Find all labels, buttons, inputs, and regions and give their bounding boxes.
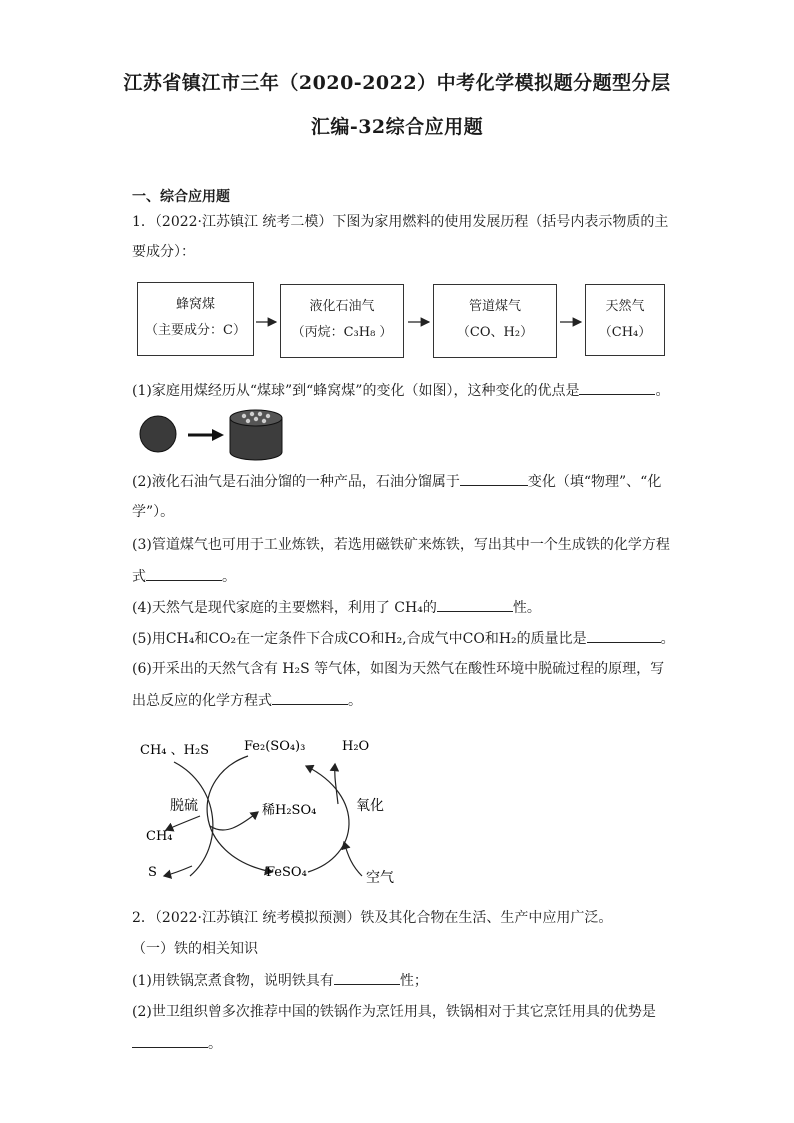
oxidation-arc xyxy=(306,766,349,872)
q1-part1 xyxy=(132,380,669,401)
q2-part1-text-a: (1)用铁锅烹煮食物，说明铁具有 xyxy=(132,973,334,989)
section-heading: 一、综合应用题 xyxy=(132,189,230,205)
q1-part6-line2 xyxy=(132,690,362,711)
answer-blank-8[interactable] xyxy=(132,1033,208,1048)
q2-subheading: （一）铁的相关知识 xyxy=(132,941,258,957)
q1-part6-text-b: 。 xyxy=(348,693,362,709)
page-title-line1: 江苏省镇江市三年（2020-2022）中考化学模拟题分题型分层 xyxy=(123,72,671,94)
q2-stem: 2．（2022·江苏镇江 统考模拟预测）铁及其化合物在生活、生产中应用广泛。 xyxy=(132,910,613,926)
label-ch4-h2s: CH₄ 、H₂S xyxy=(140,743,210,758)
label-feso4: FeSO₄ xyxy=(266,865,307,880)
fuel-formula: （CO、H₂） xyxy=(456,325,534,340)
q1-part5 xyxy=(132,628,675,649)
desulfurization-diagram xyxy=(130,726,430,891)
answer-blank-3[interactable] xyxy=(146,566,222,581)
answer-blank-2[interactable] xyxy=(460,471,528,486)
fuel-formula: （丙烷：C₃H₈ ） xyxy=(291,325,393,340)
q1-part4 xyxy=(132,597,541,618)
q1-part3-text-a: 式 xyxy=(132,569,146,585)
q1-part4-text-b: 性。 xyxy=(512,600,541,616)
label-dilute-h2so4: 稀H₂SO₄ xyxy=(262,803,317,818)
q1-part5-text-a: (5)用CH₄和CO₂在一定条件下合成CO和H₂,合成气中CO和H₂的质量比是 xyxy=(132,631,587,647)
q1-part5-text-b: 。 xyxy=(660,631,675,647)
coal-ball-icon xyxy=(140,416,176,452)
answer-blank-4[interactable] xyxy=(437,597,513,612)
answer-blank-6[interactable] xyxy=(272,690,348,705)
answer-blank-1[interactable] xyxy=(579,380,655,395)
fuel-name: 天然气 xyxy=(605,299,645,314)
answer-blank-7[interactable] xyxy=(334,970,400,985)
s-branch-arrow xyxy=(164,866,192,876)
q1-part6-line1: (6)开采出的天然气含有 H₂S 等气体，如图为天然气在酸性环境中脱硫过程的原理，写 xyxy=(132,661,665,677)
change-arrow-head xyxy=(212,429,224,441)
q2-part2-line2 xyxy=(132,1033,222,1054)
q1-part1-text: (1)家庭用煤经历从“煤球”到“蜂窝煤”的变化（如图），这种变化的优点是 xyxy=(132,383,580,399)
label-oxidation: 氧化 xyxy=(356,798,384,814)
q1-part2-text-b: 变化（填“物理”、“化 xyxy=(527,474,662,490)
q1-stem-line1: 1．（2022·江苏镇江 统考二模）下图为家用燃料的使用发展历程（括号内表示物质的主 xyxy=(132,214,669,230)
fuel-name: 管道煤气 xyxy=(468,299,521,314)
q1-part2-line2: 学”）。 xyxy=(132,504,175,520)
ch4-branch-arrow xyxy=(166,816,200,830)
q2-part2-line1: (2)世卫组织曾多次推荐中国的铁锅作为烹饪用具，铁锅相对于其它烹饪用具的优势是 xyxy=(132,1004,656,1020)
q2-part1-text-b: 性； xyxy=(399,973,428,989)
q1-part2-text-a: (2)液化石油气是石油分馏的一种产品，石油分馏属于 xyxy=(132,474,460,490)
q1-part3-line2 xyxy=(132,566,236,587)
fuel-formula: （主要成分：C） xyxy=(145,323,246,338)
dilute-h2so4-arrow xyxy=(210,812,258,830)
q1-stem-line2: 要成分）： xyxy=(132,244,195,260)
q2-part2-end: 。 xyxy=(208,1036,222,1052)
label-sulfur: S xyxy=(148,865,157,880)
honeycomb-coal-icon xyxy=(230,410,282,460)
h2o-branch-arrow xyxy=(335,764,338,804)
answer-blank-5[interactable] xyxy=(587,628,661,643)
coal-change-illustration xyxy=(132,404,302,466)
air-input-arrow xyxy=(344,842,362,876)
q1-part1-end: 。 xyxy=(655,383,670,399)
q1-part4-text-a: (4)天然气是现代家庭的主要燃料，利用了 CH₄的 xyxy=(132,600,437,616)
q2-part1 xyxy=(132,970,428,991)
fuel-flow-arrows xyxy=(0,0,794,400)
q1-part2-line1 xyxy=(132,471,661,492)
q1-part3-text-b: 。 xyxy=(222,569,236,585)
label-fe2so43: Fe₂(SO₄)₃ xyxy=(244,739,306,754)
label-air: 空气 xyxy=(366,870,394,886)
q1-part3-line1: (3)管道煤气也可用于工业炼铁，若选用磁铁矿来炼铁，写出其中一个生成铁的化学方程 xyxy=(132,537,670,553)
fuel-name: 蜂窝煤 xyxy=(175,297,215,312)
label-ch4-out: CH₄ xyxy=(146,829,173,844)
label-h2o: H₂O xyxy=(342,739,370,754)
q1-part6-text-a: 出总反应的化学方程式 xyxy=(132,693,272,709)
page-title-line2: 汇编-32综合应用题 xyxy=(310,116,484,138)
fuel-formula: （CH₄） xyxy=(598,325,652,340)
fuel-name: 液化石油气 xyxy=(309,299,375,314)
label-desulfurization: 脱硫 xyxy=(170,798,198,814)
